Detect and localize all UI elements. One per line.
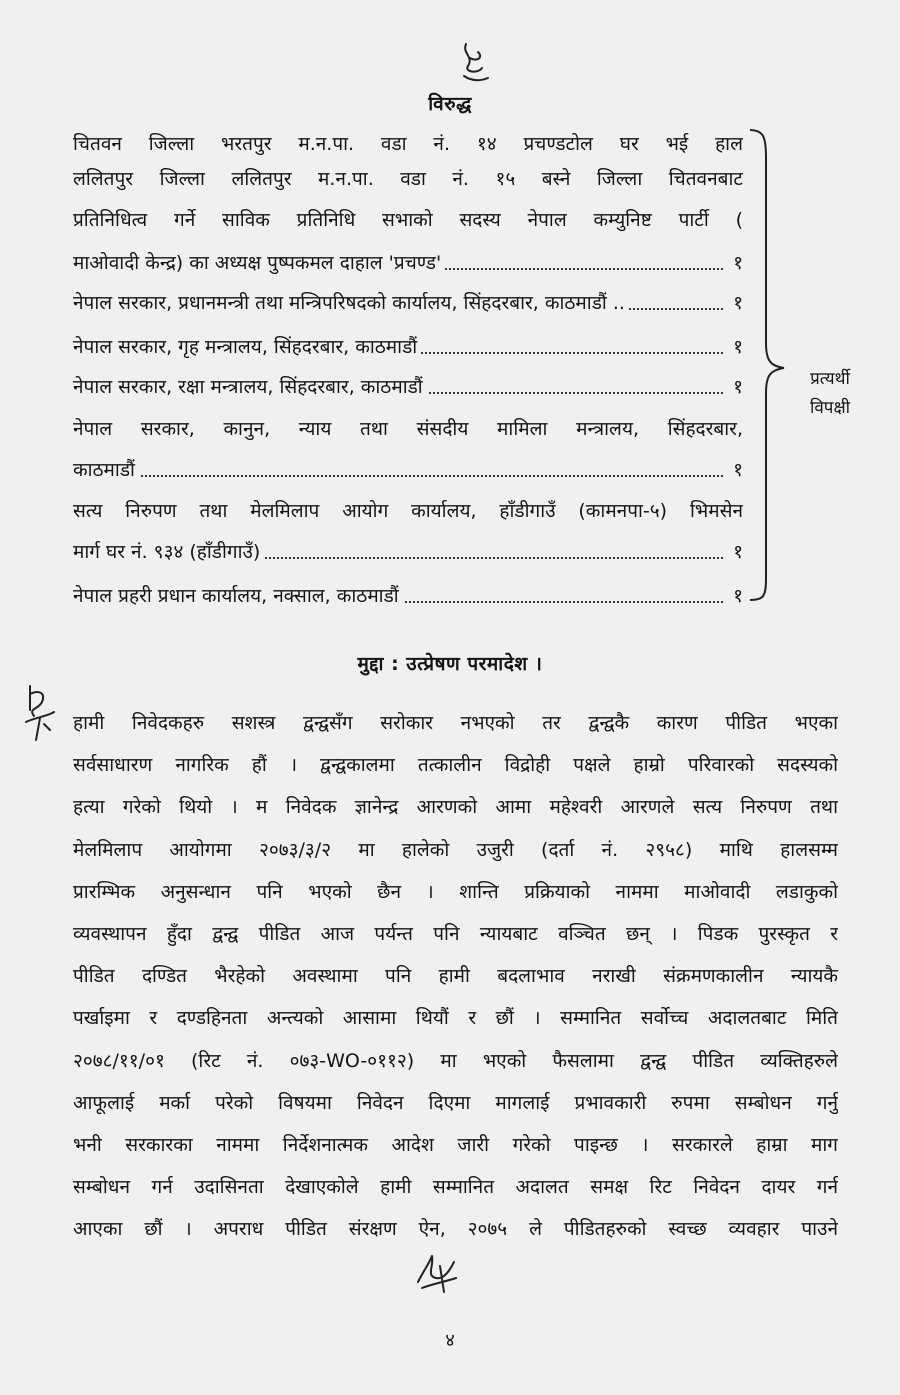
paragraph-line: पर्खाइमा र दण्डहिनता अन्त्यको आसामा थियौं र छौं । सम्मानित सर्वोच्च अदालतबाट मिति <box>73 1007 838 1030</box>
paragraph-line: आफूलाई मर्का परेको विषयमा निवेदन दिएमा मागलाई प्रभावकारी रुपमा सम्बोधन गर्नु <box>73 1091 838 1114</box>
respondent-count: १ <box>729 455 743 485</box>
body-paragraph <box>73 702 838 1251</box>
paragraph-line: २०७८/११/०१ (रिट नं. ०७३-WO-०११२) मा भएको फैसलामा द्वन्द्व पीडित व्यक्तिहरुले <box>73 1049 838 1072</box>
respondent-line: प्रतिनिधित्व गर्ने साविक प्रतिनिधि सभाको सदस्य नेपाल कम्युनिष्ट पार्टी ( <box>73 209 743 231</box>
brace-bracket <box>748 128 788 603</box>
paragraph-line: मेलमिलाप आयोगमा २०७३/३/२ मा हालेको उजुरी (दर्ता नं. २९५८) माथि हालसम्म <box>73 838 838 861</box>
respondent-count: १ <box>729 372 743 402</box>
paragraph-line: सम्बोधन गर्न उदासिनता देखाएकोले हामी सम्मानित अदालत समक्ष रिट निवेदन दायर गर्न <box>73 1176 838 1199</box>
paragraph-line: व्यवस्थापन हुँदा द्वन्द्व पीडित आज पर्यन्त पनि न्यायबाट वञ्चित छन् । पिडक पुरस्कृत र <box>73 923 838 946</box>
heading-birudh: विरुद्ध <box>428 93 472 115</box>
paragraph-line: सर्वसाधारण नागरिक हौं । द्वन्द्वकालमा तत्कालीन विद्रोही पक्षले हाम्रो परिवारको सदस्यको <box>73 754 838 777</box>
leader-dots <box>73 475 723 477</box>
paragraph-line: प्रारम्भिक अनुसन्धान पनि भएको छैन । शान्ति प्रक्रियाको नाममा माओवादी लडाकुको <box>73 880 838 903</box>
respondent-count: १ <box>729 288 743 318</box>
paragraph-line: पीडित दण्डित भैरहेको अवस्थामा पनि हामी बदलाभाव नराखी संक्रमणकालीन न्यायकै <box>73 965 838 988</box>
respondent-count: १ <box>729 332 743 362</box>
respondent-text: नेपाल सरकार, गृह मन्त्रालय, सिंहदरबार, काठमाडौं <box>73 336 421 358</box>
respondent-line <box>73 288 743 318</box>
page-number: ४ <box>445 1330 455 1351</box>
respondent-line <box>73 455 743 485</box>
respondent-line <box>73 537 743 567</box>
respondent-line: चितवन जिल्ला भरतपुर म.न.पा. वडा नं. १४ प्रचण्डटोल घर भई हाल <box>73 133 743 155</box>
respondent-line: सत्य निरुपण तथा मेलमिलाप आयोग कार्यालय, हाँडीगाउँ (कामनपा-५) भिमसेन <box>73 500 743 522</box>
respondent-text: काठमाडौं <box>73 459 139 481</box>
respondent-text: नेपाल प्रहरी प्रधान कार्यालय, नक्साल, काठमाडौं <box>73 585 403 607</box>
respondent-line <box>73 372 743 402</box>
respondent-text: नेपाल सरकार, रक्षा मन्त्रालय, सिंहदरबार, काठमाडौं <box>73 376 427 398</box>
signature-bottom <box>410 1252 462 1296</box>
respondent-count: १ <box>729 537 743 567</box>
paragraph-line: भनी सरकारका नाममा निर्देशनात्मक आदेश जारी गरेको पाइन्छ । सरकारले हाम्रा माग <box>73 1134 838 1157</box>
paragraph-line: हत्या गरेको थियो । म निवेदक ज्ञानेन्द्र आरणको आमा महेश्वरी आरणले सत्य निरुपण तथा <box>73 796 838 819</box>
respondent-text: माओवादी केन्द्र) का अध्यक्ष पुष्पकमल दाहाल 'प्रचण्ड' <box>73 252 445 274</box>
respondent-line: नेपाल सरकार, कानुन, न्याय तथा संसदीय मामिला मन्त्रालय, सिंहदरबार, <box>73 418 743 440</box>
respondent-line: ललितपुर जिल्ला ललितपुर म.न.पा. वडा नं. १५ बस्ने जिल्ला चितवनबाट <box>73 168 743 190</box>
respondent-count: १ <box>729 248 743 278</box>
respondent-line <box>73 332 743 362</box>
paragraph-line: हामी निवेदकहरु सशस्त्र द्वन्द्वसँग सरोकार नभएको तर द्वन्द्वकै कारण पीडित भएका <box>73 712 838 734</box>
side-label-pratyarthi: प्रत्यर्थी <box>810 369 850 389</box>
case-heading: मुद्दा : उत्प्रेषण परमादेश । <box>357 653 543 675</box>
respondent-text: नेपाल सरकार, प्रधानमन्त्री तथा मन्त्रिपरिषदको कार्यालय, सिंहदरबार, काठमाडौं .. <box>73 292 629 314</box>
respondent-line <box>73 248 743 278</box>
side-label-bipakshi: विपक्षी <box>809 398 851 418</box>
respondent-count: १ <box>729 581 743 611</box>
respondent-line <box>73 581 743 611</box>
paragraph-line: आएका छौं । अपराध पीडित संरक्षण ऐन, २०७५ ले पीडितहरुको स्वच्छ व्यवहार पाउने <box>73 1218 838 1241</box>
signature-top <box>448 40 496 88</box>
respondent-text: मार्ग घर नं. ९३४ (हाँडीगाउँ) <box>73 541 264 563</box>
signature-margin <box>20 682 60 744</box>
